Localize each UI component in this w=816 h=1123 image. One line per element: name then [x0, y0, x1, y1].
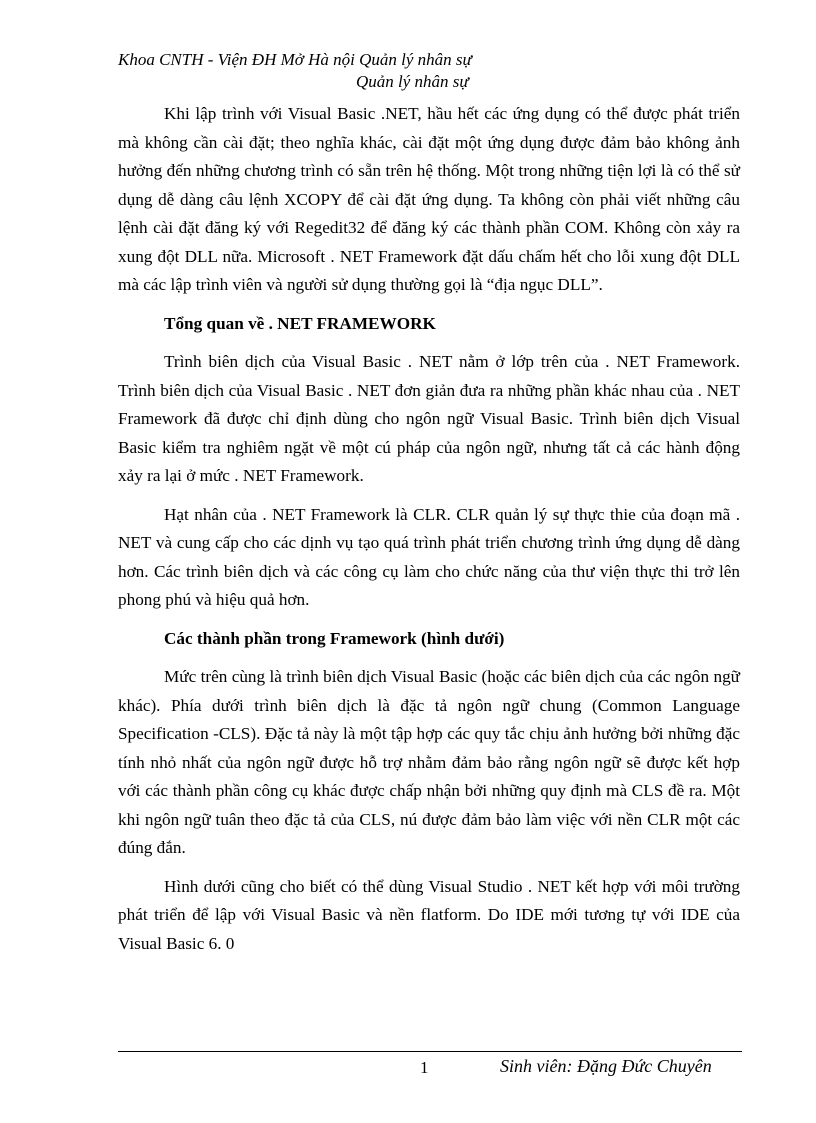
page-header-subtitle: Quản lý nhân sự: [356, 72, 469, 91]
paragraph-compiler: Trình biên dịch của Visual Basic . NET nằm ở lớp trên của . NET Framework. Trình biên dịch của Visual Basic . NET đơn giản đưa ra những phần khác nhau của . NET Framework đã được chỉ định dùng cho ngôn ngữ Visual Basic. Trình biên dịch Visual Basic kiểm tra nghiêm ngặt về một cú pháp của ngôn ngữ, nhưng tất cả các hành động xảy ra lại ở mức . NET Framework.: [118, 352, 740, 485]
page-number: 1: [420, 1058, 429, 1077]
paragraph-cls: Mức trên cùng là trình biên dịch Visual Basic (hoặc các biên dịch của các ngôn ngữ khác). Phía dưới trình biên dịch là đặc tả ngôn ngữ chung (Common Language Specification -CLS). Đặc tả này là một tập hợp các quy tắc chịu ảnh hưởng bởi những đặc tính nhỏ nhất của ngôn ngữ được hỗ trợ nhằm đảm bảo rằng ngôn ngữ sẽ được kết hợp với các thành phần công cụ khác được chấp nhận bởi những quy định mà CLS đề ra. Một khi ngôn ngữ tuân theo đặc tả của CLS, nú được đảm bảo làm việc với nền CLR một các đúng đắn.: [118, 667, 740, 857]
page-header-faculty: Khoa CNTH - Viện ĐH Mở Hà nội Quản lý nhân sự: [118, 50, 472, 69]
paragraph-intro: Khi lập trình với Visual Basic .NET, hầu hết các ứng dụng có thể được phát triển mà không cần cài đặt; theo nghĩa khác, cài đặt một ứng dụng được đảm bảo không ảnh hưởng đến những chương trình có sẵn trên hệ thống. Một trong những tiện lợi là có thể sử dụng dễ dàng câu lệnh XCOPY để cài đặt ứng dụng. Ta không còn phải viết những câu lệnh cài đặt đăng ký với Regedit32 để đăng ký các thành phần COM. Không còn xảy ra xung đột DLL nữa. Microsoft . NET Framework đặt dấu chấm hết cho lỗi xung đột DLL mà các lập trình viên và người sử dụng thường gọi là “địa ngục DLL”.: [118, 104, 740, 294]
document-body: [118, 100, 740, 968]
footer-divider: [118, 1051, 742, 1052]
section-heading-components: Các thành phần trong Framework (hình dưới): [164, 628, 505, 648]
footer-student-name: Sinh viên: Đặng Đức Chuyên: [500, 1056, 712, 1076]
paragraph-clr: Hạt nhân của . NET Framework là CLR. CLR quản lý sự thực thie của đoạn mã . NET và cung cấp cho các dịnh vụ tạo quá trình phát triển chương trình ứng dụng dễ dàng hơn. Các trình biên dịch và các công cụ làm cho chức năng của thư viện thực thi trở lên phong phú và hiệu quả hơn.: [118, 504, 740, 609]
paragraph-ide: Hình dưới cũng cho biết có thể dùng Visual Studio . NET kết hợp với môi trường phát triển để lập với Visual Basic và nền flatform. Do IDE mới tương tự với IDE của Visual Basic 6. 0: [118, 876, 740, 953]
section-heading-overview: Tổng quan về . NET FRAMEWORK: [164, 313, 436, 333]
